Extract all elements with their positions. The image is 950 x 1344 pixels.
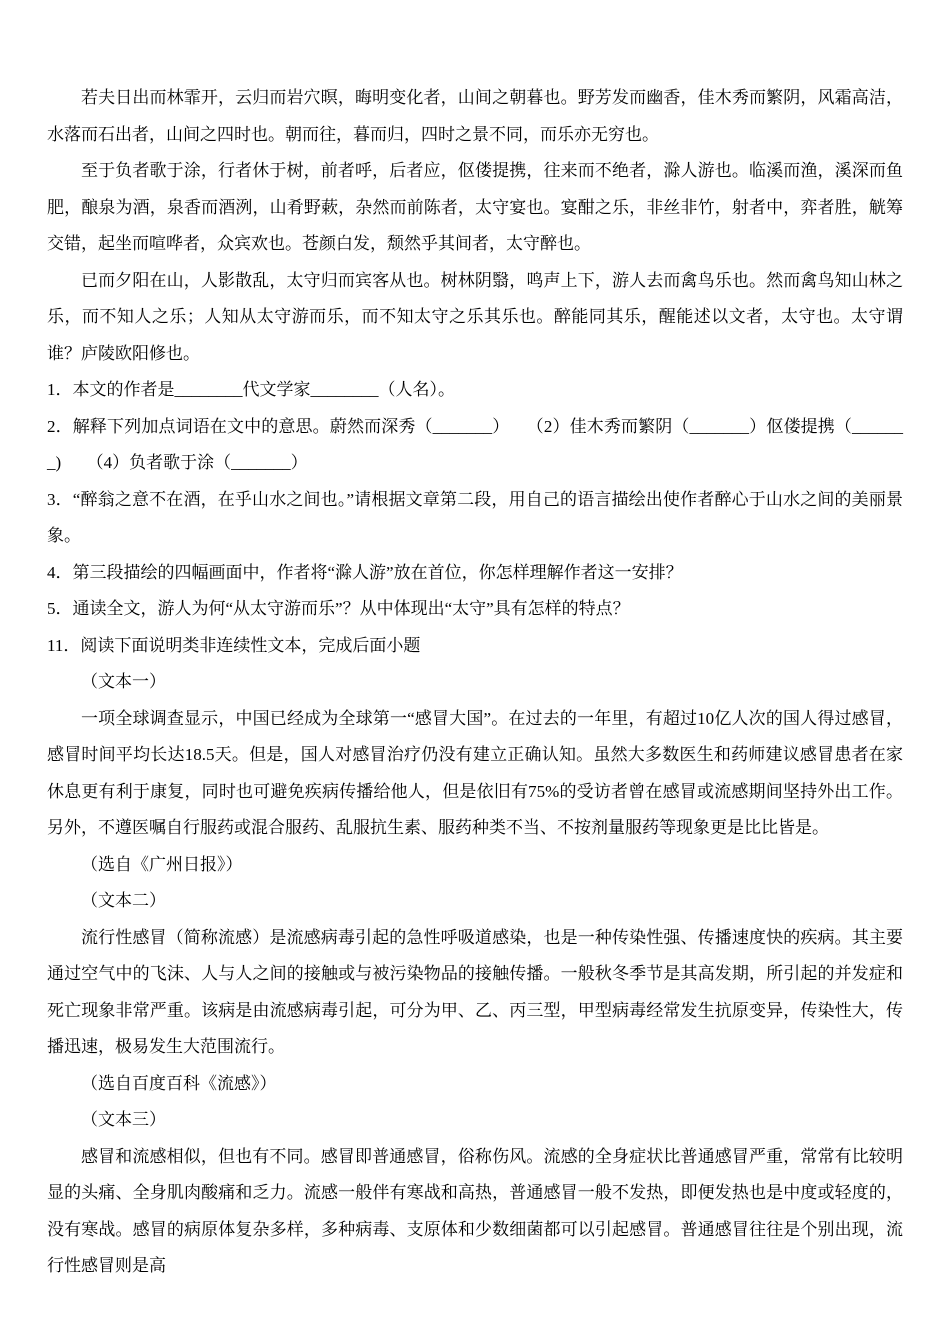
question-5: 5．通读全文，游人为何“从太守游而乐”？从中体现出“太守”具有怎样的特点？ [47,599,630,618]
text-two-label: （文本二） [81,891,166,910]
question-1: 1．本文的作者是________代文学家________（人名）。 [47,380,455,399]
text-three-body: 感冒和流感相似，但也有不同。感冒即普通感冒，俗称伤风。流感的全身症状比普通感冒严重，常常有比较明显的头痛、全身肌肉酸痛和乏力。流感一般伴有寒战和高热，普通感冒一般不发热，即便发热也是中度或轻度的，没有寒战。感冒的病原体复杂多样，多种病毒、支原体和少数细菌都可以引起感冒。普通感冒往往是个别出现，流行性感冒则是高 [47,1146,903,1275]
text-two-body: 流行性感冒（简称流感）是流感病毒引起的急性呼吸道感染，也是一种传染性强、传播速度快的疾病。其主要通过空气中的飞沫、人与人之间的接触或与被污染物品的接触传播。一般秋冬季节是其高发期，所引起的并发症和死亡现象非常严重。该病是由流感病毒引起，可分为甲、乙、丙三型，甲型病毒经常发生抗原变异，传染性大，传播迅速，极易发生大范围流行。 [47,927,903,1056]
passage-paragraph-3: 已而夕阳在山，人影散乱，太守归而宾客从也。树林阴翳，鸣声上下，游人去而禽鸟乐也。然而禽鸟知山林之乐，而不知人之乐；人知从太守游而乐，而不知太守之乐其乐也。醉能同其乐，醒能述以文者，太守也。太守谓谁？庐陵欧阳修也。 [47,270,903,363]
text-two-source: （选自百度百科《流感》） [81,1073,277,1093]
question-4: 4．第三段描绘的四幅画面中，作者将“滁人游”放在首位，你怎样理解作者这一安排？ [47,562,683,582]
question-11-heading: 11．阅读下面说明类非连续性文本，完成后面小题 [47,635,421,655]
text-one-label: （文本一） [81,672,166,691]
text-three-label: （文本三） [81,1110,166,1129]
passage-paragraph-2: 至于负者歌于涂，行者休于树，前者呼，后者应，伛偻提携，往来而不绝者，滁人游也。临溪而渔，溪深而鱼肥，酿泉为酒，泉香而酒洌，山肴野蔌，杂然而前陈者，太守宴也。宴酣之乐，非丝非竹，射者中，弈者胜，觥筹交错，起坐而喧哗者，众宾欢也。苍颜白发，颓然乎其间者，太守醉也。 [47,161,903,253]
passage-paragraph-1: 若夫日出而林霏开，云归而岩穴暝，晦明变化者，山间之朝暮也。野芳发而幽香，佳木秀而繁阴，风霜高洁，水落而石出者，山间之四时也。朝而往，暮而归，四时之景不同，而乐亦无穷也。 [47,88,903,144]
text-one-source: （选自《广州日报》） [81,854,243,874]
question-3: 3．“醉翁之意不在酒，在乎山水之间也。”请根据文章第二段，用自己的语言描绘出使作者醉心于山水之间的美丽景象。 [47,489,903,545]
question-2: 2．解释下列加点词语在文中的意思。蔚然而深秀（_______） （2）佳木秀而繁阴（_______）伛偻提携（______ _) （4）负者歌于涂（_______） [47,416,903,472]
text-one-body: 一项全球调查显示，中国已经成为全球第一“感冒大国”。在过去的一年里，有超过10亿人次的国人得过感冒，感冒时间平均长达18.5天。但是，国人对感冒治疗仍没有建立正确认知。虽然大多数医生和药师建议感冒患者在家休息更有利于康复，同时也可避免疾病传播给他人，但是依旧有75%的受访者曾在感冒或流感期间坚持外出工作。另外，不遵医嘱自行服药或混合服药、乱服抗生素、服药种类不当、不按剂量服药等现象更是比比皆是。 [47,708,903,837]
